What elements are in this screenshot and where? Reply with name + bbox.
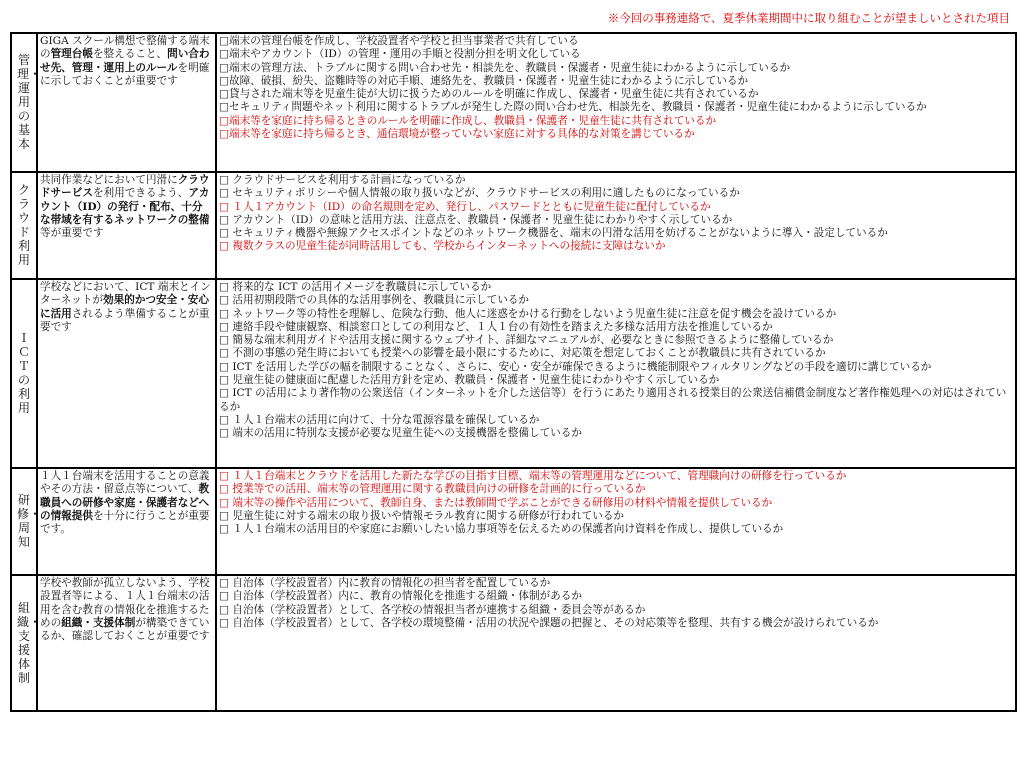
checklist-item-highlighted: □ １人１台端末とクラウドを活用した新たな学びの目指す目標、端末等の管理運用などについて、管理職向けの研修を行っているか [219, 470, 847, 482]
checklist-item: □ 児童生徒に対する端末の取り扱いや情報モラル教育に関する研修が行われているか [219, 509, 625, 522]
checklist-item: □ １人１台端末の活用目的や家庭にお願いしたい協力事項等を伝えるための保護者向け資料を作成し、提供しているか [219, 523, 784, 536]
section-category [11, 172, 37, 279]
checklist-item-highlighted: □ 授業等での活用、端末等の管理運用に関する教職員向けの研修を計画的に行っているか [219, 483, 646, 496]
checklist-item: □ セキュリティ機器や無線アクセスポイントなどのネットワーク機器を、端末の円滑な活用を妨げることがないように導入・設定しているか [219, 227, 888, 240]
checklist-item: □貸与された端末等を児童生徒が大切に扱うためのルールを明確に作成し、保護者・児童生徒に共有されているか [219, 88, 759, 101]
section-category [11, 33, 42, 172]
checklist-item: □ 端末の活用に特別な支援が必要な児童生徒への支援機器を整備しているか [219, 427, 582, 440]
checklist-item: □ クラウドサービスを利用する計画になっているか [219, 174, 466, 186]
header-note: ※今回の事務連絡で、夏季休業期間中に取り組むことが望ましいとされた項目 [607, 11, 1010, 25]
section-category [11, 279, 37, 468]
description-emphasis: 組織・支援体制 [61, 616, 136, 629]
section-row-management [11, 33, 1016, 172]
checklist-item: □ 自治体（学校設置者）内に教育の情報化の担当者を配置しているか [219, 577, 551, 589]
description-text: １人１台端末を活用することの意義やその方法・留意点等について、 [40, 470, 210, 496]
section-description [37, 279, 216, 468]
checklist-item-highlighted: □端末等を家庭に持ち帰るとき、通信環境が整っていない家庭に対する具体的な対策を講じているか [219, 128, 695, 141]
checklist-item: □端末やアカウント（ID）の管理・運用の手順と役割分担を明文化している [219, 48, 581, 61]
checklist-item: □ 自治体（学校設置者）として、各学校の環境整備・活用の状況や課題の把握と、その対応策等を整理、共有する機会が設けられているか [219, 616, 879, 629]
checklist-item: □ 連絡手段や健康観察、相談窓口としての利用など、１人１台の有効性を踏まえた多様な活用方法を推進しているか [219, 320, 773, 333]
category-label: ＩＣＴの利用 [17, 331, 30, 415]
section-row-ict-use [11, 279, 1016, 468]
checklist-item: □ セキュリティポリシーや個人情報の取り扱いなどが、クラウドサービスの利用に適したものになっているか [219, 187, 740, 200]
description-text: を利用できるよう、 [92, 187, 189, 200]
checklist-item: □端末の管理方法、トラブルに関する問い合わせ先・相談先を、教職員・保護者・児童生徒にわかるように示しているか [219, 61, 791, 74]
description-text: GIGA スクール構想で整備する端末の [40, 35, 210, 61]
description-emphasis: クラウドサービス [40, 174, 210, 200]
description-emphasis: アカウント（ID）の発行・配布、十分な帯域を有するネットワークの整備 [40, 187, 210, 226]
checklist-item: □ １人１台端末の活用に向けて、十分な電源容量を確保しているか [219, 413, 540, 426]
description-text: を整えること、 [92, 48, 168, 61]
description-text: 等が重要です [40, 227, 104, 240]
checklist-item: □故障、破損、紛失、盗難時等の対応手順、連絡先を、教職員・保護者・児童生徒にわかるように示しているか [219, 74, 749, 87]
checklist-item-highlighted: □ 端末等の操作や活用について、教師自身、または教師間で学ぶことができる研修用の材料や情報を提供しているか [219, 496, 773, 509]
checklist-item: □ ICT の活用により著作物の公衆送信（インターネットを介した送信等）を行うにあたり適用される授業目的公衆送信補償金制度など著作権処理への対応はされているか [219, 387, 1007, 413]
description-emphasis: 教職員への研修や家庭・保護者などへの情報提供 [40, 483, 210, 522]
checklist-table [10, 32, 1017, 712]
checklist-item: □セキュリティ問題やネット利用に関するトラブルが発生した際の問い合わせ先、相談先を、教職員・保護者・児童生徒にわかるように示しているか [219, 101, 927, 114]
checklist-item: □ 児童生徒の健康面に配慮した活用方針を定め、教職員・保護者・児童生徒にわかりやすく示しているか [219, 374, 720, 387]
description-emphasis: 管理台帳 [50, 48, 93, 61]
description-text: 学校などにおいて、ICT 端末とインターネットが [40, 281, 211, 307]
description-text: されるよう準備することが重要です [40, 307, 210, 333]
checklist-item: □ ICT を活用した学びの幅を制限することなく、さらに、安心・安全が確保できるように機能制限やフィルタリングなどの手段を適切に講じているか [219, 360, 932, 373]
section-category [11, 468, 42, 575]
description-text: 学校や教師が孤立しないよう、学校設置者等による、１人１台端末の活用を含む教育の情報化を推進するための [40, 577, 210, 629]
checklist-item-highlighted: □端末等を家庭に持ち帰るときのルールを明確に作成し、教職員・保護者・児童生徒に共有されているか [219, 114, 717, 127]
section-description [37, 575, 216, 711]
section-row-training [11, 468, 1016, 575]
description-text: を十分に行うことが重要です。 [40, 509, 210, 536]
description-text: 共同作業などにおいて円滑に [40, 174, 178, 186]
category-label: クラウド利用 [17, 183, 30, 267]
checklist-item: □ アカウント（ID）の意味と活用方法、注意点を、教職員・保護者・児童生徒にわかりやすく示しているか [219, 213, 733, 226]
section-row-cloud [11, 172, 1016, 279]
section-checklist [216, 279, 1016, 468]
section-checklist [216, 172, 1016, 279]
description-text: が構築できているか、確認しておくことが重要です [40, 616, 210, 643]
checklist-item-highlighted: □ 複数クラスの児童生徒が同時活用しても、学校からインターネットへの接続に支障はないか [219, 240, 666, 253]
category-label: 研修・周知 [17, 493, 42, 549]
section-checklist [216, 33, 1016, 172]
description-emphasis: 効果的かつ安全・安心に活用 [40, 294, 209, 320]
section-description [37, 468, 216, 575]
section-checklist [216, 575, 1016, 711]
section-description [37, 33, 216, 172]
checklist-item-highlighted: □ １人１アカウント（ID）の命名規則を定め、発行し、パスワードとともに児童生徒に配付しているか [219, 200, 711, 213]
checklist-item: □ 活用初期段階での具体的な活用事例を、教職員に示しているか [219, 294, 529, 307]
section-row-organization [11, 575, 1016, 711]
checklist-item: □ 自治体（学校設置者）内に、教育の情報化を推進する組織・体制があるか [219, 590, 582, 603]
section-description [37, 172, 216, 279]
checklist-item: □ 不測の事態の発生時においても授業への影響を最小限にするために、対応策を想定しておくことが教職員に共有されているか [219, 347, 826, 360]
description-emphasis: 問い合わせ先、管理・運用上のルール [40, 48, 210, 74]
section-category [11, 575, 42, 711]
category-label: 組織・支援体制 [17, 600, 42, 685]
checklist-item: □ 簡易な端末利用ガイドや活用支援に関するウェブサイト、詳細なマニュアルが、必要なときに参照できるように整備しているか [219, 334, 834, 347]
description-text: を明確に示しておくことが重要です [40, 61, 210, 87]
checklist-item: □ ネットワーク等の特性を理解し、危険な行動、他人に迷惑をかける行動をしないよう児童生徒に注意を促す機会を設けているか [219, 307, 837, 320]
category-label: 管理・運用の基本 [17, 53, 42, 151]
checklist-item: □ 将来的な ICT の活用イメージを教職員に示しているか [219, 281, 492, 293]
checklist-item: □ 自治体（学校設置者）として、各学校の情報担当者が連携する組織・委員会等があるか [219, 603, 646, 616]
section-checklist [216, 468, 1016, 575]
checklist-item: □端末の管理台帳を作成し、学校設置者や学校と担当事業者で共有している [219, 35, 579, 47]
